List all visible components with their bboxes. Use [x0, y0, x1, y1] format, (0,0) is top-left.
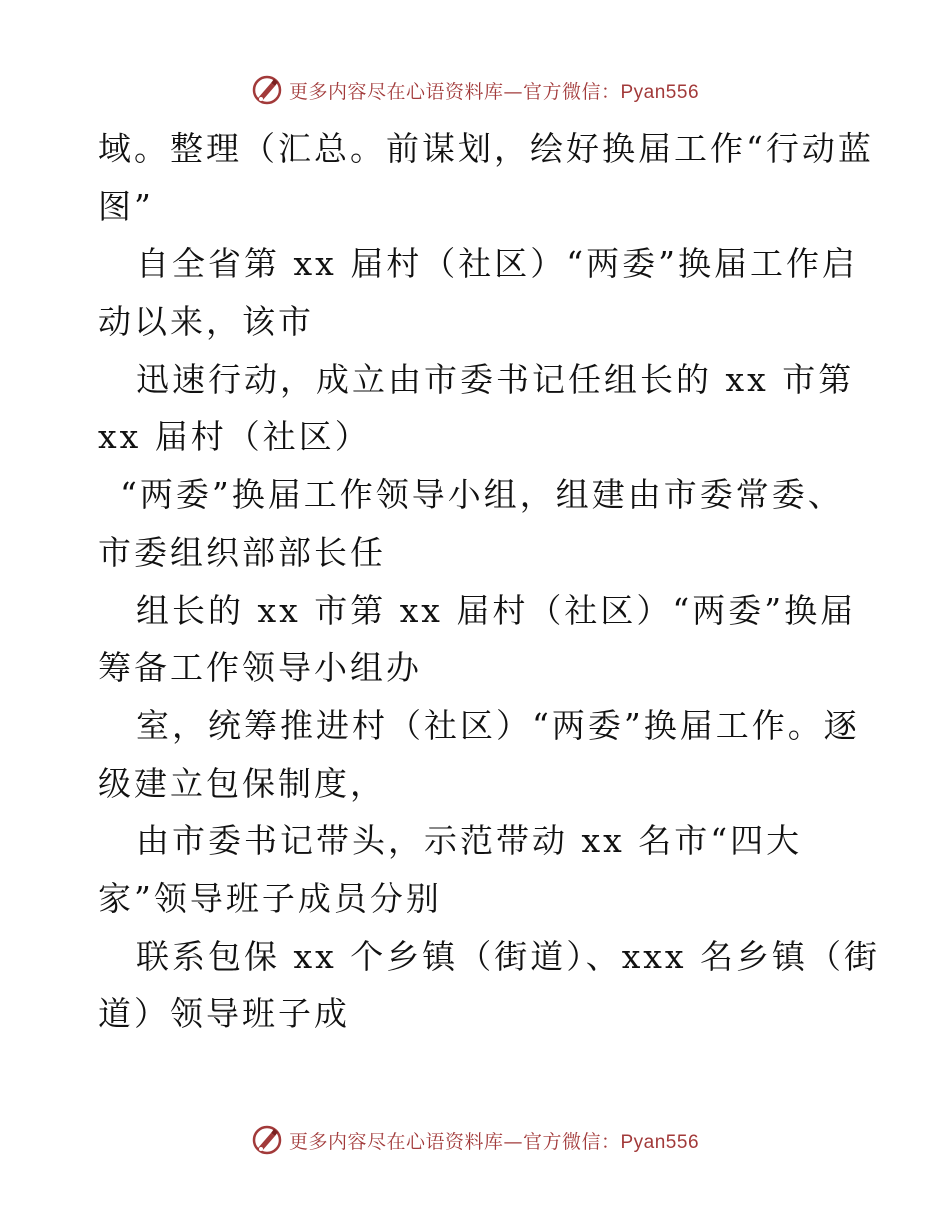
- body-line: 室，统筹推进村（社区）“两委”换届工作。逐: [136, 705, 860, 745]
- body-line: 图”: [98, 186, 154, 226]
- header-banner-separator: —: [503, 80, 523, 103]
- header-banner-wechat-id: Pyan556: [620, 81, 700, 103]
- body-line: 由市委书记带头，示范带动 xx 名市“四大: [136, 821, 803, 861]
- body-line: 筹备工作领导小组办: [98, 648, 422, 688]
- body-line: 迅速行动，成立由市委书记任组长的 xx 市第: [136, 359, 855, 399]
- pen-logo-icon: [251, 74, 283, 106]
- body-line: 自全省第 xx 届村（社区）“两委”换届工作启: [136, 244, 858, 284]
- body-line: 级建立包保制度，: [98, 763, 386, 803]
- body-line: 道）领导班子成: [98, 994, 350, 1034]
- header-banner-text: 更多内容尽在心语资料库: [288, 80, 504, 103]
- header-banner-label: [289, 77, 699, 104]
- footer-banner-label: [289, 1127, 699, 1154]
- body-line: “两委”换届工作领导小组，组建由市委常委、: [120, 475, 844, 515]
- body-line: 联系包保 xx 个乡镇（街道）、xxx 名乡镇（街: [136, 936, 881, 976]
- header-banner: [0, 70, 950, 110]
- footer-banner-text: 更多内容尽在心语资料库: [288, 1130, 504, 1153]
- body-line: xx 届村（社区）: [98, 417, 371, 457]
- body-line: 域。整理（汇总。前谋划，绘好换届工作“行动蓝: [98, 129, 874, 168]
- footer-banner-separator: —: [503, 1130, 523, 1153]
- footer-banner: [0, 1120, 950, 1160]
- pen-logo-icon: [251, 1124, 283, 1156]
- header-banner-wechat-label: 官方微信：: [522, 80, 621, 103]
- body-line: 市委组织部部长任: [98, 532, 386, 572]
- body-line: 动以来，该市: [98, 302, 314, 342]
- body-line: 组长的 xx 市第 xx 届村（社区）“两委”换届: [136, 590, 857, 630]
- footer-banner-wechat-label: 官方微信：: [522, 1130, 621, 1153]
- footer-banner-wechat-id: Pyan556: [620, 1131, 700, 1153]
- document-body: [98, 120, 881, 1043]
- body-line: 家”领导班子成员分别: [98, 878, 442, 918]
